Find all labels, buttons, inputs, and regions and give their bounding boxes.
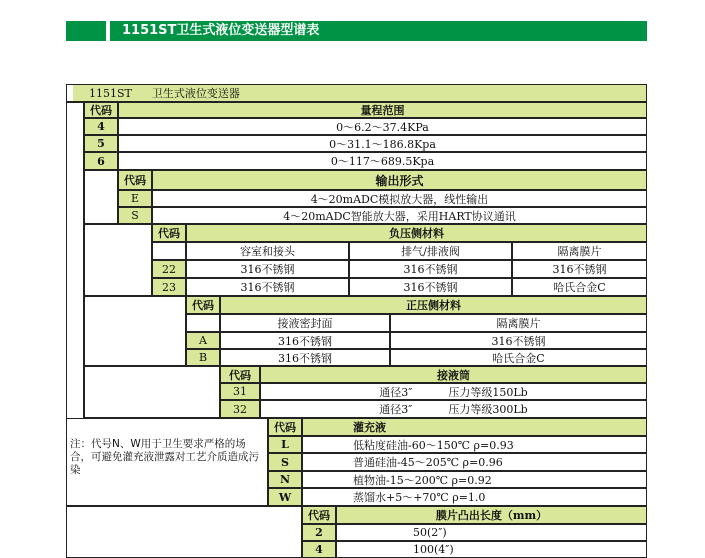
conn-header: 接液筒 (260, 366, 647, 383)
neg-22-chamber: 316不锈钢 (186, 260, 349, 278)
pos-b-seal: 316不锈钢 (220, 349, 390, 366)
indent-level-4 (84, 296, 186, 366)
range-code-label: 代码 (84, 102, 118, 118)
fill-code-n: N (268, 471, 302, 488)
conn-code-label: 代码 (220, 366, 260, 383)
fill-value-l: 低粘度硅油-60～150℃ ρ=0.93 (302, 436, 647, 453)
neg-code-22: 22 (152, 260, 186, 278)
fill-note: 注：代号N、W用于卫生要求严格的场合，可避免灌充液泄露对工艺介质造成污染 (70, 438, 259, 476)
conn-row-31 (260, 383, 647, 400)
conn-31-rating: 压力等级150Lb (448, 385, 528, 399)
indent-level-5 (84, 366, 220, 418)
model-code: 1151ST (89, 86, 132, 100)
output-code-label: 代码 (118, 170, 152, 190)
range-code-4: 4 (84, 118, 118, 135)
range-value-4: 0～6.2～37.4KPa (118, 118, 647, 135)
neg-23-chamber: 316不锈钢 (186, 278, 349, 296)
output-header: 输出形式 (152, 170, 647, 190)
indent-level-3 (84, 224, 152, 296)
pos-code-b: B (186, 349, 220, 366)
ext-code-4: 4 (302, 541, 336, 558)
conn-32-size: 通径3″ (379, 403, 413, 416)
pos-col-seal: 接液密封面 (220, 314, 390, 332)
ext-value-4: 100(4″) (336, 541, 647, 558)
ext-header: 膜片凸出长度（mm） (336, 506, 647, 524)
title-banner (66, 21, 647, 41)
neg-23-diaphragm: 哈氏合金C (512, 278, 647, 296)
pos-blank (186, 314, 220, 332)
neg-blank (152, 242, 186, 260)
banner-divider (106, 21, 110, 41)
model-name: 卫生式液位变送器 (151, 87, 240, 100)
fill-header: 灌充液 (302, 418, 647, 436)
pos-code-a: A (186, 332, 220, 349)
conn-code-31: 31 (220, 383, 260, 400)
pos-b-diaphragm: 哈氏合金C (390, 349, 647, 366)
fill-code-s: S (268, 453, 302, 471)
fill-code-w: W (268, 488, 302, 506)
model-marker (67, 85, 73, 101)
conn-32-rating: 压力等级300Lb (448, 403, 528, 416)
pos-col-diaphragm: 隔离膜片 (390, 314, 647, 332)
ext-value-2: 50(2″) (336, 524, 647, 541)
pos-code-label: 代码 (186, 296, 220, 314)
conn-31-size: 通径3″ (379, 385, 413, 399)
neg-col-diaphragm: 隔离膜片 (512, 242, 647, 260)
indent-level-7 (66, 506, 302, 558)
pos-header: 正压侧材料 (220, 296, 647, 314)
fill-code-l: L (268, 436, 302, 453)
neg-22-diaphragm: 316不锈钢 (512, 260, 647, 278)
fill-value-s: 普通硅油-45～205℃ ρ=0.96 (302, 453, 647, 471)
fill-code-label: 代码 (268, 418, 302, 436)
range-value-5: 0～31.1～186.8Kpa (118, 135, 647, 152)
page-title: 1151ST卫生式液位变送器型谱表 (122, 23, 320, 38)
ext-code-label: 代码 (302, 506, 336, 524)
neg-col-chamber: 容室和接头 (186, 242, 349, 260)
indent-level-2 (84, 170, 118, 224)
output-code-e: E (118, 190, 152, 207)
pos-a-seal: 316不锈钢 (220, 332, 390, 349)
fill-value-n: 植物油-15～200℃ ρ=0.92 (302, 471, 647, 488)
neg-code-23: 23 (152, 278, 186, 296)
ext-code-2: 2 (302, 524, 336, 541)
neg-23-valve: 316不锈钢 (349, 278, 512, 296)
pos-a-diaphragm: 316不锈钢 (390, 332, 647, 349)
neg-22-valve: 316不锈钢 (349, 260, 512, 278)
range-code-5: 5 (84, 135, 118, 152)
output-value-e: 4～20mADC模拟放大器，线性输出 (152, 190, 647, 207)
range-code-6: 6 (84, 152, 118, 170)
model-row (66, 84, 647, 102)
output-value-s: 4～20mADC智能放大器，采用HART协议通讯 (152, 207, 647, 224)
neg-col-valve: 排气/排液阀 (349, 242, 512, 260)
fill-value-w: 蒸馏水+5～+70℃ ρ=1.0 (302, 488, 647, 506)
conn-row-32 (260, 400, 647, 418)
conn-code-32: 32 (220, 400, 260, 418)
output-code-s: S (118, 207, 152, 224)
range-value-6: 0～117～689.5Kpa (118, 152, 647, 170)
range-header: 量程范围 (118, 102, 647, 118)
neg-code-label: 代码 (152, 224, 186, 242)
neg-header: 负压侧材料 (186, 224, 647, 242)
